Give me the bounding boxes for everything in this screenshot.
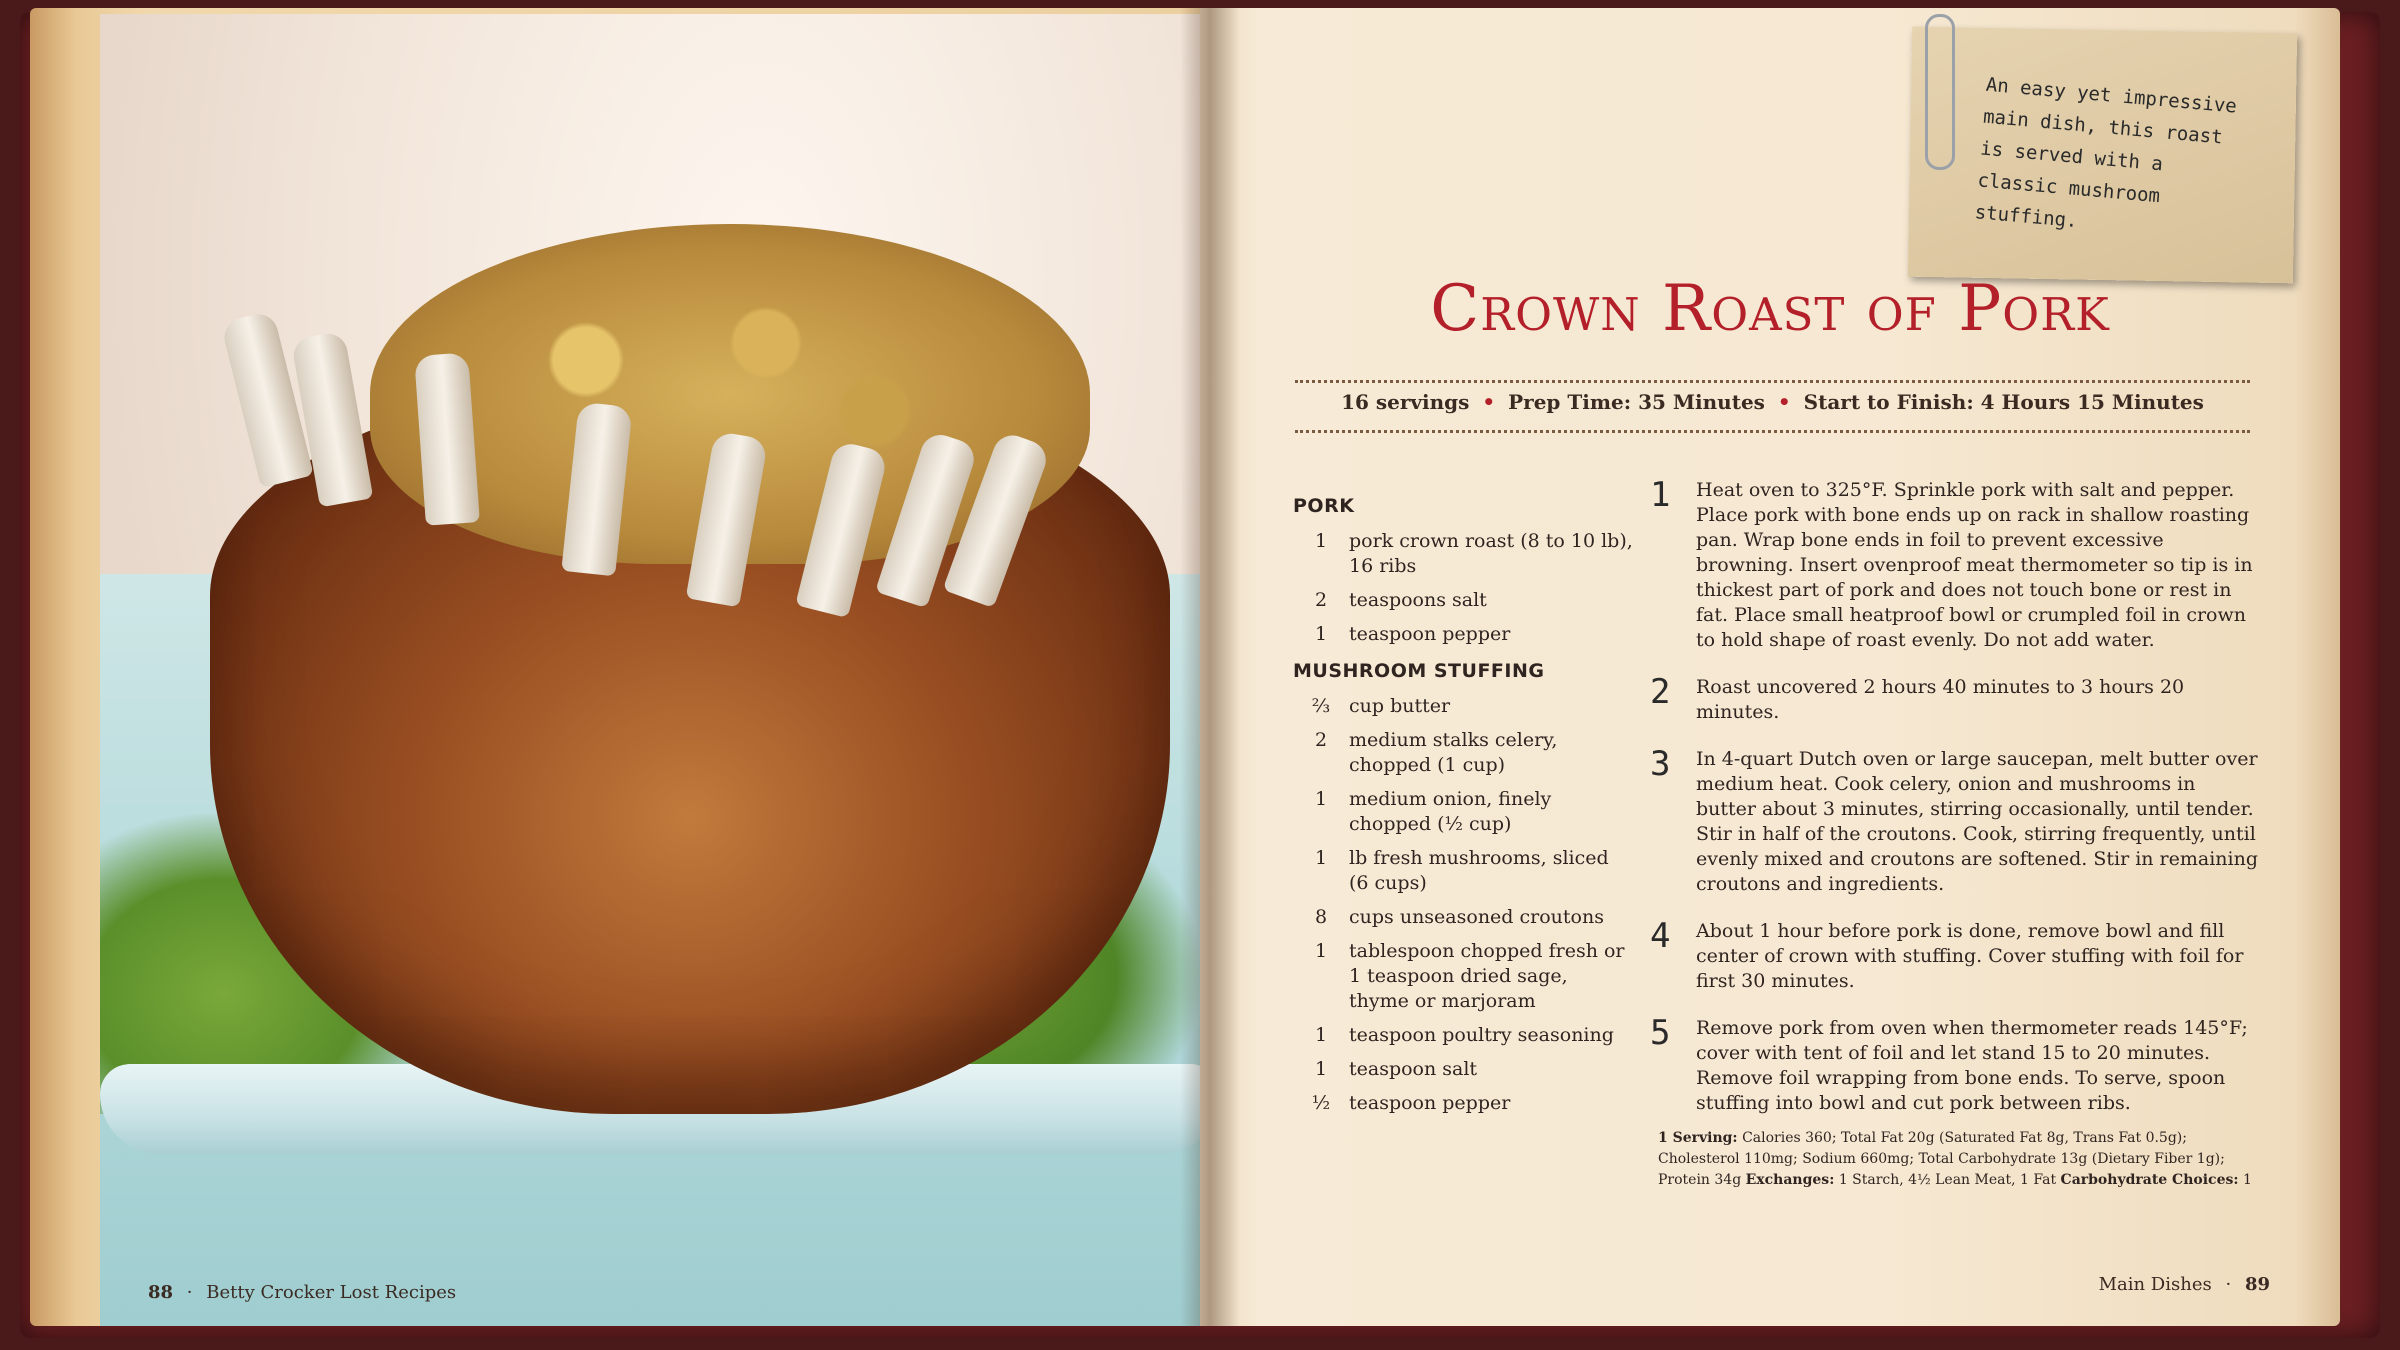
ingredient-item bbox=[1293, 529, 1633, 579]
ingredient-qty: ⅔ bbox=[1311, 695, 1331, 717]
step-number: 4 bbox=[1650, 916, 1671, 956]
step-text: Roast uncovered 2 hours 40 minutes to 3 hours 20 minutes. bbox=[1696, 676, 2185, 723]
ingredient-item bbox=[1293, 1023, 1633, 1048]
ingredient-text: teaspoon poultry seasoning bbox=[1349, 1024, 1614, 1046]
serving-label: 1 Serving: bbox=[1658, 1130, 1738, 1146]
ingredient-qty: 1 bbox=[1314, 623, 1328, 645]
ingredient-group-heading: PORK bbox=[1293, 495, 1355, 517]
left-folio-separator: · bbox=[186, 1282, 193, 1303]
ingredient-text: tablespoon chopped fresh or 1 teaspoon dried sage, thyme or marjoram bbox=[1349, 940, 1625, 1012]
ingredient-text: medium stalks celery, chopped (1 cup) bbox=[1349, 729, 1558, 776]
servings: 16 servings bbox=[1341, 390, 1470, 414]
recipe-title: Crown Roast of Pork bbox=[1430, 272, 2110, 346]
ingredient-qty: 1 bbox=[1314, 940, 1328, 962]
right-page-number: 89 bbox=[2244, 1274, 2270, 1295]
ingredient-item bbox=[1293, 846, 1633, 896]
ingredient-item bbox=[1293, 728, 1633, 778]
right-folio bbox=[2099, 1274, 2270, 1295]
ingredient-qty: 1 bbox=[1314, 1024, 1328, 1046]
carb-choices-label: Carbohydrate Choices: bbox=[2060, 1172, 2239, 1188]
directions bbox=[1650, 475, 2260, 1138]
ingredient-text: lb fresh mushrooms, sliced (6 cups) bbox=[1349, 847, 1609, 894]
ingredient-item bbox=[1293, 622, 1633, 647]
ingredient-qty: 1 bbox=[1314, 1058, 1328, 1080]
nutrition-info bbox=[1658, 1128, 2258, 1191]
ingredient-group-heading: MUSHROOM STUFFING bbox=[1293, 660, 1545, 682]
ingredient-qty: ½ bbox=[1311, 1092, 1331, 1114]
ingredient-text: pork crown roast (8 to 10 lb), 16 ribs bbox=[1349, 530, 1633, 577]
ingredient-item bbox=[1293, 588, 1633, 613]
direction-step bbox=[1650, 1013, 2260, 1116]
note-text: An easy yet impressive main dish, this roast is served with a classic mushroom stuffing. bbox=[1973, 73, 2238, 233]
step-text: Heat oven to 325°F. Sprinkle pork with salt and pepper. Place pork with bone ends up on rack in shallow roasting pan. Wrap bone ends in foil to prevent excessive browning. Insert ovenproof meat thermometer so tip is in thickest part of pork and does not touch bone or rest in fat. Place small heatproof bowl or crumpled foil in crown to hold shape of roast evenly. Do not add water. bbox=[1696, 479, 2253, 651]
recipe-meta bbox=[1295, 390, 2250, 414]
direction-step bbox=[1650, 672, 2260, 725]
ingredient-qty: 2 bbox=[1314, 589, 1328, 611]
direction-step bbox=[1650, 475, 2260, 653]
book-title: Betty Crocker Lost Recipes bbox=[206, 1282, 457, 1303]
left-page bbox=[30, 8, 1200, 1326]
ingredient-qty: 1 bbox=[1314, 788, 1328, 810]
carb-choices-text: 1 bbox=[2242, 1172, 2252, 1188]
ingredient-qty: 2 bbox=[1314, 729, 1328, 751]
start-to-finish: Start to Finish: 4 Hours 15 Minutes bbox=[1803, 390, 2204, 414]
ingredient-text: medium onion, finely chopped (½ cup) bbox=[1349, 788, 1552, 835]
step-number: 1 bbox=[1650, 475, 1671, 515]
paperclip-icon bbox=[1925, 14, 1955, 170]
step-number: 2 bbox=[1650, 672, 1671, 712]
dotted-divider-top bbox=[1295, 380, 2250, 383]
exchanges-label: Exchanges: bbox=[1745, 1172, 1835, 1188]
step-text: About 1 hour before pork is done, remove bowl and fill center of crown with stuffing. Cover stuffing with foil for first 30 minutes. bbox=[1696, 920, 2244, 992]
step-number: 5 bbox=[1650, 1013, 1671, 1053]
left-folio bbox=[148, 1282, 456, 1303]
ingredient-item bbox=[1293, 939, 1633, 1014]
exchanges-text: 1 Starch, 4½ Lean Meat, 1 Fat bbox=[1838, 1172, 2057, 1188]
step-text: Remove pork from oven when thermometer reads 145°F; cover with tent of foil and let stand 15 to 20 minutes. Remove foil wrapping from bone ends. To serve, spoon stuffing into bowl and cut pork between ribs. bbox=[1696, 1017, 2248, 1114]
right-folio-separator: · bbox=[2225, 1274, 2232, 1295]
ingredient-text: teaspoon pepper bbox=[1349, 623, 1511, 645]
ingredient-text: teaspoon salt bbox=[1349, 1058, 1478, 1080]
left-page-number: 88 bbox=[148, 1282, 174, 1303]
prep-time: Prep Time: 35 Minutes bbox=[1508, 390, 1765, 414]
ingredient-item bbox=[1293, 1091, 1633, 1116]
crown-roast-photo bbox=[100, 14, 1200, 1326]
serving-text: Calories 360; Total Fat 20g (Saturated Fat 8g, Trans Fat 0.5g); Cholesterol 110mg; Sodium 660mg; Total Carbohydrate 13g (Dietary Fiber 1g); Protein 34g bbox=[1658, 1130, 2225, 1188]
ingredient-text: cup butter bbox=[1349, 695, 1451, 717]
ingredient-item bbox=[1293, 905, 1633, 930]
dotted-divider-bottom bbox=[1295, 430, 2250, 433]
ingredient-item bbox=[1293, 1057, 1633, 1082]
ingredient-qty: 1 bbox=[1314, 530, 1328, 552]
ingredient-text: teaspoon pepper bbox=[1349, 1092, 1511, 1114]
section-name: Main Dishes bbox=[2098, 1274, 2212, 1295]
ingredient-qty: 8 bbox=[1314, 906, 1328, 928]
meta-separator: • bbox=[1482, 390, 1496, 414]
ingredient-item bbox=[1293, 694, 1633, 719]
step-number: 3 bbox=[1650, 744, 1671, 784]
ingredient-text: teaspoons salt bbox=[1349, 589, 1487, 611]
direction-step bbox=[1650, 744, 2260, 897]
step-text: In 4-quart Dutch oven or large saucepan, melt butter over medium heat. Cook celery, onion and mushrooms in butter about 3 minutes, stirring occasionally, until tender. Stir in half of the croutons. Cook, stirring frequently, until evenly mixed and croutons are softened. Stir in remaining croutons and ingredients. bbox=[1696, 748, 2259, 895]
handwritten-note bbox=[1908, 27, 2297, 284]
direction-step bbox=[1650, 916, 2260, 994]
ingredient-qty: 1 bbox=[1314, 847, 1328, 869]
ingredient-item bbox=[1293, 787, 1633, 837]
ingredient-text: cups unseasoned croutons bbox=[1349, 906, 1604, 928]
ingredients-list bbox=[1293, 490, 1633, 1125]
meta-separator: • bbox=[1777, 390, 1791, 414]
